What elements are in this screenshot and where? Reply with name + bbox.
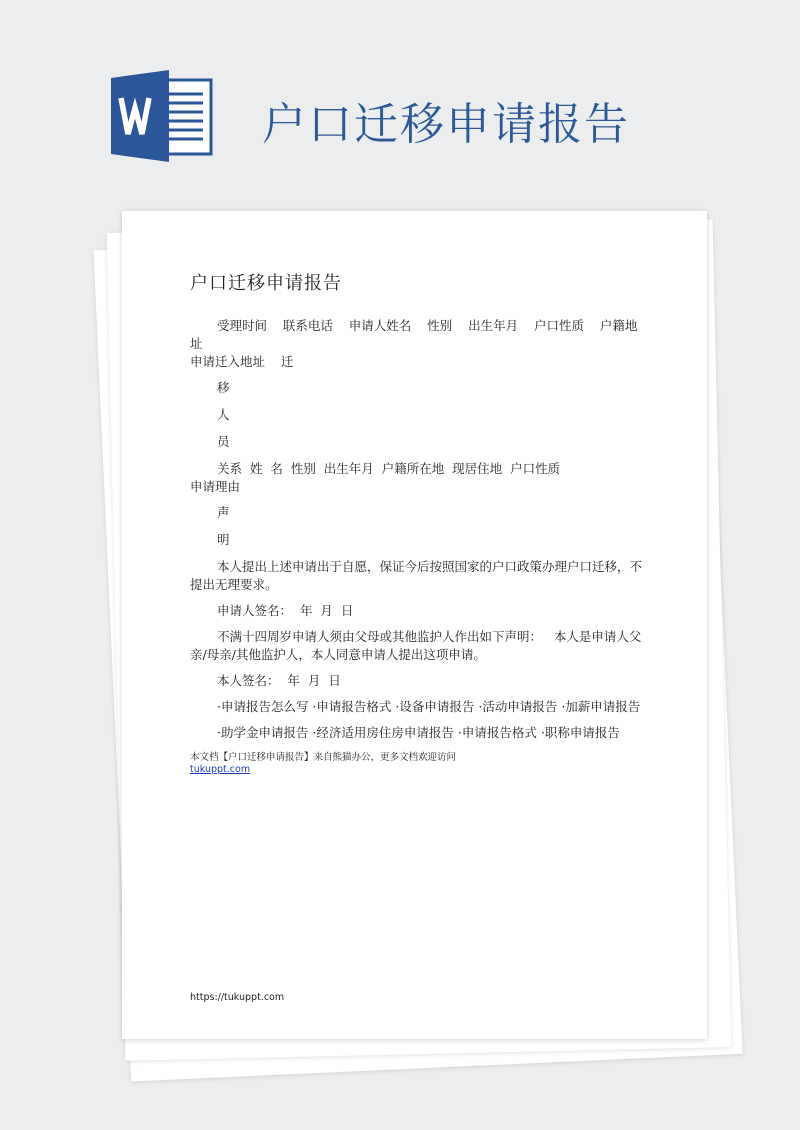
self-signature-line: 本人签名： 年 月 日: [217, 673, 341, 688]
vertical-char: 人: [217, 407, 230, 422]
related-links-2[interactable]: ·助学金申请报告 ·经济适用房住房申请报告 ·申请报告格式 ·职称申请报告: [217, 725, 620, 740]
declaration-text: 本人提出上述申请出于自愿，保证今后按照国家的户口政策办理户口迁移，不提出无理要求。: [190, 559, 643, 592]
member-header-line-2: 申请理由: [190, 479, 241, 494]
page-header-title: 户口迁移申请报告: [262, 99, 630, 150]
document-title: 户口迁移申请报告: [190, 273, 342, 294]
bottom-url[interactable]: https://tukuppt.com: [190, 992, 285, 1003]
source-note: 本文档【户口迁移申请报告】来自熊猫办公，更多文档欢迎访问: [190, 752, 457, 763]
vertical-label-group-2: [190, 504, 645, 549]
vertical-label-group-1: [190, 379, 645, 451]
vertical-char: 声: [217, 505, 230, 520]
table-header-line-2: 申请迁入地址 迁: [190, 354, 294, 369]
applicant-signature-line: 申请人签名： 年 月 日: [217, 603, 354, 618]
guardian-note: 不满十四周岁申请人须由父母或其他监护人作出如下声明： 本人是申请人父亲/母亲/其他监护人，本人同意申请人提出这项申请。: [190, 629, 642, 662]
word-document-icon: [111, 70, 215, 162]
source-link[interactable]: tukuppt.com: [190, 764, 251, 775]
member-header-line-1: 关系 姓 名 性别 出生年月 户籍所在地 现居住地 户口性质: [217, 461, 561, 476]
vertical-char: 明: [217, 532, 230, 547]
vertical-char: 员: [217, 434, 230, 449]
document-body: [190, 275, 645, 776]
related-links-1[interactable]: ·申请报告怎么写 ·申请报告格式 ·设备申请报告 ·活动申请报告 ·加薪申请报告: [217, 699, 641, 714]
table-header-line-1: 受理时间 联系电话 申请人姓名 性别 出生年月 户口性质 户籍地址: [190, 318, 638, 351]
vertical-char: 移: [217, 380, 230, 395]
